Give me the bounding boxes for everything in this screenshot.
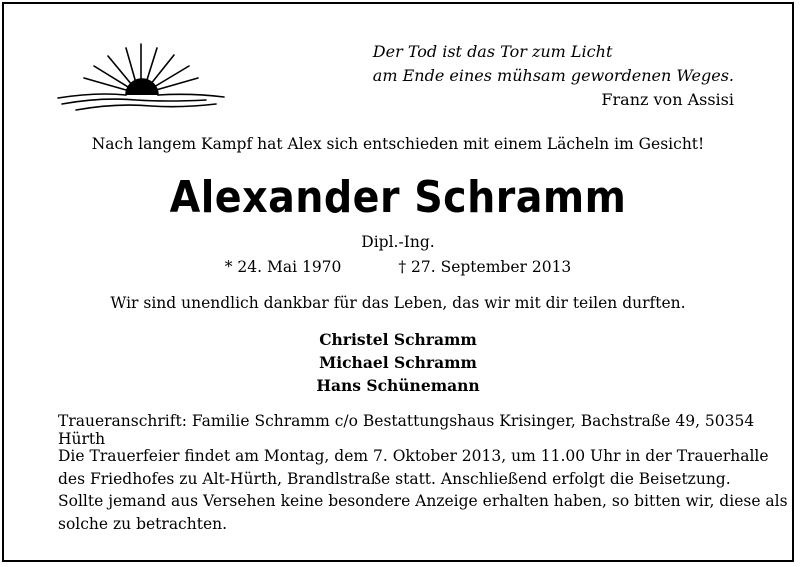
tagline: Nach langem Kampf hat Alex sich entschieden mit einem Lächeln im Gesicht! [91, 135, 705, 153]
quote [373, 40, 734, 112]
ceremony-line: Sollte jemand aus Versehen keine besondere Anzeige erhalten haben, so bitten wir, diese als [58, 492, 788, 510]
quote-line-2: am Ende eines mühsam gewordenen Weges. [372, 66, 734, 85]
quote-line-1: Der Tod ist das Tor zum Licht [372, 42, 613, 61]
life-dates [4, 258, 792, 276]
gratitude-text: Wir sind unendlich dankbar für das Leben, das wir mit dir teilen durften. [110, 294, 686, 312]
academic-title: Dipl.-Ing. [361, 233, 435, 251]
birth-date: * 24. Mai 1970 [224, 258, 342, 276]
death-date: † 27. September 2013 [398, 258, 572, 276]
ceremony-text [58, 445, 788, 535]
obituary-notice [2, 2, 794, 562]
family-member: Michael Schramm [319, 353, 477, 372]
sunrise-icon [56, 42, 226, 122]
family-member: Christel Schramm [319, 330, 477, 349]
quote-author: Franz von Assisi [601, 90, 734, 109]
ceremony-line: des Friedhofes zu Alt-Hürth, Brandlstraße statt. Anschließend erfolgt die Beisetzung. [58, 469, 731, 488]
ceremony-line: solche zu betrachten. [58, 514, 228, 533]
mourning-address: Traueranschrift: Familie Schramm c/o Bestattungshaus Krisinger, Bachstraße 49, 50354 Hürth [58, 412, 755, 448]
family-list [4, 328, 792, 397]
deceased-name: Alexander Schramm [169, 172, 627, 223]
family-member: Hans Schünemann [316, 376, 480, 395]
ceremony-line: Die Trauerfeier findet am Montag, dem 7. Oktober 2013, um 11.00 Uhr in der Trauerhalle [58, 447, 769, 465]
